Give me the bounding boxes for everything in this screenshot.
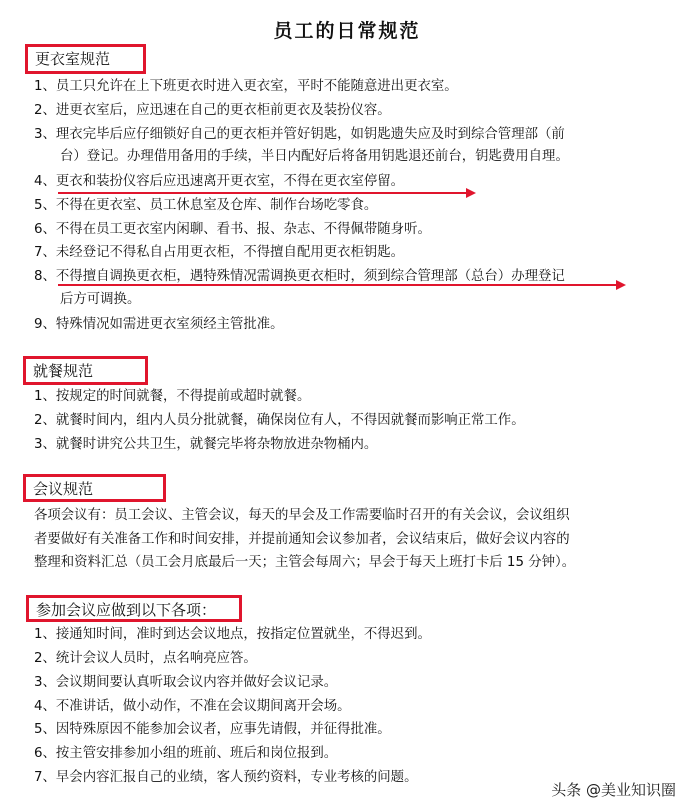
locker-rule-line: 2、进更衣室后，应迅速在自己的更衣柜前更衣及装扮仪容。 <box>34 103 391 118</box>
meeting-rule-line: 整理和资料汇总（员工会月底最后一天；主管会每周六；早会于每天上班打卡后 15 分钟）。 <box>34 555 576 570</box>
annotation-arrow-icon <box>616 280 626 290</box>
dining-rule-line: 3、就餐时讲究公共卫生，就餐完毕将杂物放进杂物桶内。 <box>34 437 378 452</box>
section-heading-attendance: 参加会议应做到以下各项： <box>26 595 242 622</box>
locker-rule-line: 6、不得在员工更衣室内闲聊、看书、报、杂志、不得佩带随身听。 <box>34 222 431 237</box>
locker-rule-line: 4、更衣和装扮仪容后应迅速离开更衣室，不得在更衣室停留。 <box>34 174 405 189</box>
locker-rule-line: 3、理衣完毕后应仔细锁好自己的更衣柜并管好钥匙，如钥匙遗失应及时到综合管理部（前 <box>34 127 565 142</box>
section-heading-meeting: 会议规范 <box>23 474 166 502</box>
locker-rule-line: 9、特殊情况如需进更衣室须经主管批准。 <box>34 317 284 332</box>
locker-rule-line: 台）登记。办理借用备用的手续，半日内配好后将备用钥匙退还前台，钥匙费用自理。 <box>60 149 569 164</box>
attendance-rule-line: 4、不准讲话，做小动作，不准在会议期间离开会场。 <box>34 699 351 714</box>
annotation-underline <box>58 284 620 286</box>
dining-rule-line: 1、按规定的时间就餐，不得提前或超时就餐。 <box>34 389 311 404</box>
locker-rule-line: 8、不得擅自调换更衣柜，遇特殊情况需调换更衣柜时，须到综合管理部（总台）办理登记 <box>34 269 565 284</box>
meeting-rule-line: 各项会议有：员工会议、主管会议，每天的早会及工作需要临时召开的有关会议，会议组织 <box>34 508 570 523</box>
annotation-arrow-icon <box>466 188 476 198</box>
meeting-rule-line: 者要做好有关准备工作和时间安排，并提前通知会议参加者，会议结束后，做好会议内容的 <box>34 532 570 547</box>
attendance-rule-line: 6、按主管安排参加小组的班前、班后和岗位报到。 <box>34 746 338 761</box>
attendance-rule-line: 2、统计会议人员时，点名响亮应答。 <box>34 651 257 666</box>
locker-rule-line: 后方可调换。 <box>60 292 141 307</box>
locker-rule-line: 7、未经登记不得私自占用更衣柜，不得擅自配用更衣柜钥匙。 <box>34 245 405 260</box>
attendance-rule-line: 1、接通知时间，准时到达会议地点，按指定位置就坐，不得迟到。 <box>34 627 431 642</box>
attendance-rule-line: 3、会议期间要认真听取会议内容并做好会议记录。 <box>34 675 338 690</box>
section-heading-dining: 就餐规范 <box>23 356 148 385</box>
attendance-rule-line: 7、早会内容汇报自己的业绩，客人预约资料，专业考核的问题。 <box>34 770 418 785</box>
annotation-underline <box>58 192 470 194</box>
locker-rule-line: 5、不得在更衣室、员工休息室及仓库、制作台场吃零食。 <box>34 198 378 213</box>
document-title: 员工的日常规范 <box>273 20 421 42</box>
dining-rule-line: 2、就餐时间内，组内人员分批就餐，确保岗位有人，不得因就餐而影响正常工作。 <box>34 413 525 428</box>
watermark: 头条 @美业知识圈 <box>547 778 680 801</box>
attendance-rule-line: 5、因特殊原因不能参加会议者，应事先请假，并征得批准。 <box>34 722 391 737</box>
locker-rule-line: 1、员工只允许在上下班更衣时进入更衣室，平时不能随意进出更衣室。 <box>34 79 458 94</box>
section-heading-locker-room: 更衣室规范 <box>25 44 146 74</box>
